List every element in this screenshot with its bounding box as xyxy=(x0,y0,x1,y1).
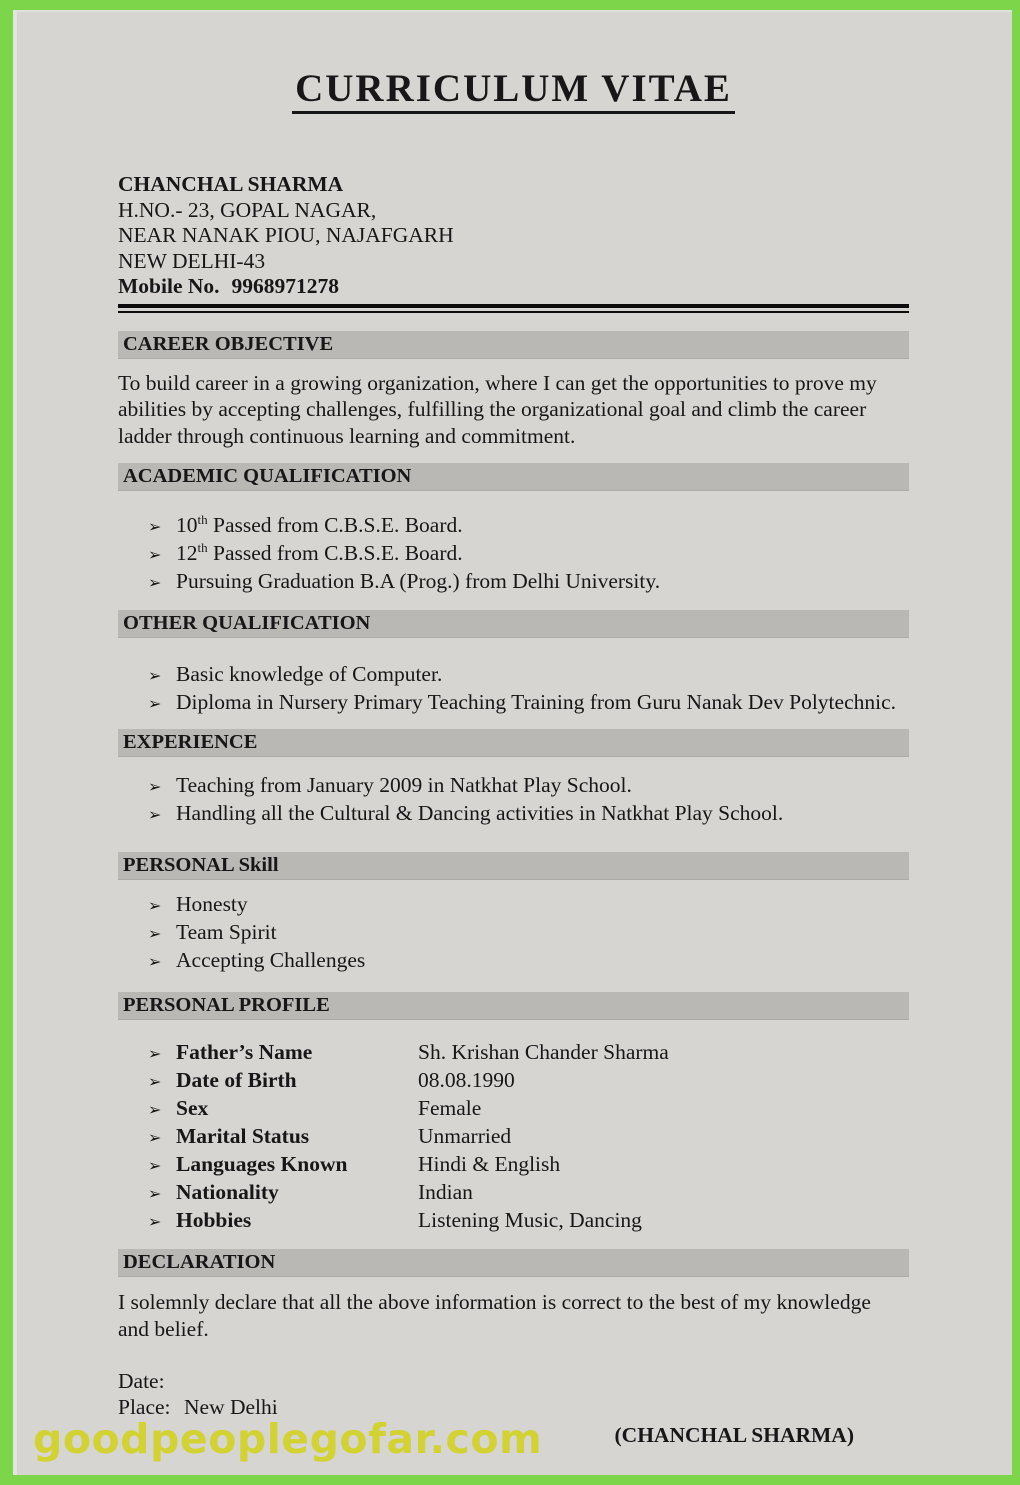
section-header-career-objective: CAREER OBJECTIVE xyxy=(118,331,909,358)
profile-label: Marital Status xyxy=(176,1124,310,1148)
place-value: New Delhi xyxy=(184,1395,278,1419)
list-item xyxy=(148,800,909,828)
profile-row xyxy=(148,1039,909,1067)
mobile-number: 9968971278 xyxy=(231,274,340,298)
list-item xyxy=(148,919,909,947)
arrow-bullet-icon: ➢ xyxy=(148,1156,162,1175)
profile-label: Hobbies xyxy=(176,1208,252,1232)
contact-address-line: H.NO.- 23, GOPAL NAGAR, xyxy=(118,197,377,222)
profile-value: Female xyxy=(418,1096,482,1120)
arrow-bullet-icon: ➢ xyxy=(148,1128,162,1147)
arrow-bullet-icon: ➢ xyxy=(148,694,162,713)
arrow-bullet-icon: ➢ xyxy=(148,517,162,536)
list-item xyxy=(148,661,909,689)
academic-qualification-list xyxy=(118,512,909,596)
list-item xyxy=(148,891,909,919)
arrow-bullet-icon: ➢ xyxy=(148,805,162,824)
profile-value: Sh. Krishan Chander Sharma xyxy=(418,1040,669,1064)
arrow-bullet-icon: ➢ xyxy=(148,896,162,915)
profile-row xyxy=(148,1095,909,1123)
section-header-experience: EXPERIENCE xyxy=(118,729,909,756)
list-item-text: Basic knowledge of Computer. xyxy=(176,662,443,686)
arrow-bullet-icon: ➢ xyxy=(148,777,162,796)
experience-list xyxy=(118,772,909,828)
profile-label: Father’s Name xyxy=(176,1040,313,1064)
profile-row xyxy=(148,1123,909,1151)
title-wrap xyxy=(118,12,909,114)
contact-address-line: NEAR NANAK PIOU, NAJAFGARH xyxy=(118,223,454,247)
arrow-bullet-icon: ➢ xyxy=(148,573,162,592)
personal-profile-table xyxy=(118,1039,909,1235)
signature-name: (CHANCHAL SHARMA) xyxy=(614,1423,854,1447)
profile-value: Unmarried xyxy=(418,1124,512,1148)
contact-name: CHANCHAL SHARMA xyxy=(118,172,344,196)
profile-label: Date of Birth xyxy=(176,1068,297,1092)
list-item xyxy=(148,540,909,568)
date-label: Date: xyxy=(118,1369,165,1393)
arrow-bullet-icon: ➢ xyxy=(148,924,162,943)
declaration-text: I solemnly declare that all the above information is correct to the best of my knowledge and belief. xyxy=(118,1290,871,1341)
place-label: Place: xyxy=(118,1395,171,1419)
ordinal-suffix: th xyxy=(197,539,208,555)
double-rule-divider xyxy=(118,304,909,313)
profile-row xyxy=(148,1207,909,1235)
cv-page xyxy=(13,10,1012,1475)
watermark-text: goodpeoplegofar.com xyxy=(33,1415,543,1463)
arrow-bullet-icon: ➢ xyxy=(148,666,162,685)
arrow-bullet-icon: ➢ xyxy=(148,1044,162,1063)
mobile-label: Mobile No. xyxy=(118,274,220,298)
cv-content xyxy=(17,12,1012,1448)
arrow-bullet-icon: ➢ xyxy=(148,1072,162,1091)
list-item-text: 10th Passed from C.B.S.E. Board. xyxy=(176,511,463,537)
section-header-personal-skill: PERSONAL Skill xyxy=(118,852,909,879)
section-header-personal-profile: PERSONAL PROFILE xyxy=(118,992,909,1019)
list-item-text: 12th Passed from C.B.S.E. Board. xyxy=(176,539,463,565)
section-header-other-qualification: OTHER QUALIFICATION xyxy=(118,610,909,637)
arrow-bullet-icon: ➢ xyxy=(148,1212,162,1231)
section-header-academic-qualification: ACADEMIC QUALIFICATION xyxy=(118,463,909,490)
page-title: CURRICULUM VITAE xyxy=(292,68,735,114)
date-line xyxy=(118,1368,909,1394)
contact-mobile xyxy=(118,274,909,300)
profile-label: Languages Known xyxy=(176,1152,348,1176)
profile-value: Indian xyxy=(418,1180,473,1204)
profile-value: Hindi & English xyxy=(418,1152,561,1176)
list-item-text: Teaching from January 2009 in Natkhat Play School. xyxy=(176,773,632,797)
profile-label: Sex xyxy=(176,1096,209,1120)
personal-skill-list xyxy=(118,891,909,975)
list-item xyxy=(148,947,909,975)
section-header-declaration: DECLARATION xyxy=(118,1249,909,1276)
contact-block xyxy=(118,172,909,300)
date-place-block xyxy=(118,1368,909,1420)
other-qualification-list xyxy=(118,661,909,717)
profile-row xyxy=(148,1151,909,1179)
profile-label: Nationality xyxy=(176,1180,279,1204)
career-objective-text: To build career in a growing organization, where I can get the opportunities to prove my abilities by accepting challenges, fulfilling the organizational goal and climb the career ladder through continuous learning and commitment. xyxy=(118,370,877,448)
contact-address-line: NEW DELHI-43 xyxy=(118,248,266,273)
arrow-bullet-icon: ➢ xyxy=(148,952,162,971)
profile-value: 08.08.1990 xyxy=(418,1068,515,1092)
list-item-text: Pursuing Graduation B.A (Prog.) from Delhi University. xyxy=(176,569,661,593)
list-item xyxy=(148,689,909,717)
arrow-bullet-icon: ➢ xyxy=(148,1100,162,1119)
profile-value: Listening Music, Dancing xyxy=(418,1208,642,1232)
arrow-bullet-icon: ➢ xyxy=(148,1184,162,1203)
list-item xyxy=(148,512,909,540)
profile-row xyxy=(148,1067,909,1095)
list-item-text: Team Spirit xyxy=(176,920,277,944)
list-item-text: Diploma in Nursery Primary Teaching Training from Guru Nanak Dev Polytechnic. xyxy=(176,690,897,714)
list-item xyxy=(148,568,909,596)
profile-row xyxy=(148,1179,909,1207)
list-item-text: Handling all the Cultural & Dancing activities in Natkhat Play School. xyxy=(176,801,784,825)
list-item-text: Accepting Challenges xyxy=(176,948,366,972)
list-item-text: Honesty xyxy=(176,892,248,916)
arrow-bullet-icon: ➢ xyxy=(148,545,162,564)
list-item xyxy=(148,772,909,800)
ordinal-suffix: th xyxy=(197,511,208,527)
